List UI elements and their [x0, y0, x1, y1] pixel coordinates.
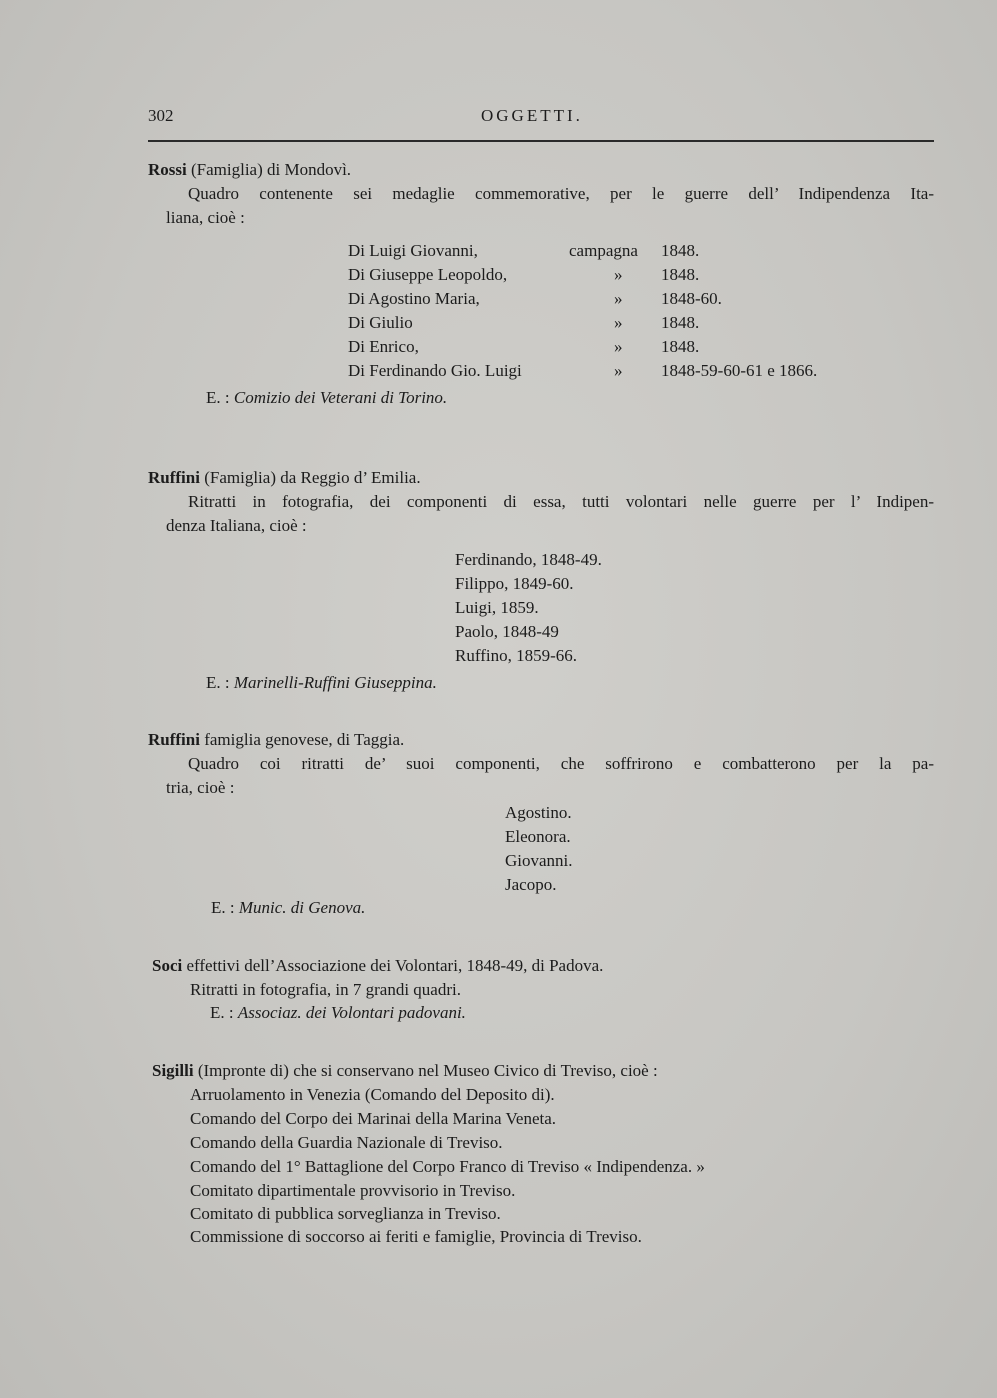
member-item: Paolo, 1848-49 [455, 622, 559, 641]
seal-item: Commissione di soccorso ai feriti e famiglie, Provincia di Treviso. [190, 1227, 642, 1246]
member-item: Giovanni. [505, 851, 573, 870]
entry-description-line: denza Italiana, cioè : [166, 516, 307, 535]
member-item: Eleonora. [505, 827, 571, 846]
source-name: Associaz. dei Volontari padovani. [237, 1003, 466, 1022]
entry-name: Rossi [148, 160, 187, 179]
medal-row-name: Di Giulio [348, 313, 413, 332]
entry-name: Ruffini [148, 468, 200, 487]
seal-item: Arruolamento in Venezia (Comando del Deposito di). [190, 1085, 555, 1104]
medal-row-mark: » [614, 289, 623, 308]
member-item: Jacopo. [505, 875, 557, 894]
entry-description-line [148, 490, 934, 514]
medal-row-years: 1848. [661, 265, 700, 284]
entry-name: Sigilli [152, 1061, 194, 1080]
member-item: Agostino. [505, 803, 572, 822]
entry-name: Ruffini [148, 730, 200, 749]
entry-heading-text: (Impronte di) che si conservano nel Museo Civico di Treviso, cioè : [193, 1061, 658, 1080]
medal-row-years: 1848-59-60-61 e 1866. [661, 361, 818, 380]
description-text: Quadro contenente sei medaglie commemorative, per le guerre dell’ Indipendenza Ita- [188, 184, 934, 203]
header-rule [148, 140, 934, 142]
source-prefix: E. : [211, 898, 239, 917]
entry-description-line [148, 182, 934, 206]
page-title: OGGETTI. [481, 106, 583, 125]
entry-heading-text: effettivi dell’Associazione dei Volontari, 1848-49, di Padova. [182, 956, 604, 975]
medal-row-years: 1848-60. [661, 289, 722, 308]
medal-row-name: Di Luigi Giovanni, [348, 241, 478, 260]
member-item: Ruffino, 1859-66. [455, 646, 577, 665]
entry-heading-sigilli [152, 1059, 658, 1083]
medal-row-mark: » [614, 265, 623, 284]
medal-row-name: Di Agostino Maria, [348, 289, 480, 308]
entry-heading-rossi [148, 158, 351, 182]
entry-heading-ruffini-taggia [148, 728, 404, 752]
medal-row-years: 1848. [661, 337, 700, 356]
medal-row-mark: » [614, 313, 623, 332]
medal-row-years: 1848. [661, 313, 700, 332]
medal-row-years: 1848. [661, 241, 700, 260]
entry-heading-soci [152, 954, 603, 978]
entry-description-line: tria, cioè : [166, 778, 235, 797]
entry-heading-text: (Famiglia) di Mondovì. [186, 160, 352, 179]
member-item: Filippo, 1849-60. [455, 574, 574, 593]
entry-source [206, 386, 447, 410]
source-name: Comizio dei Veterani di Torino. [233, 388, 448, 407]
entry-name: Soci [152, 956, 183, 975]
medal-row-name: Di Ferdinando Gio. Luigi [348, 361, 522, 380]
member-item: Luigi, 1859. [455, 598, 539, 617]
medal-row-mark: » [614, 337, 623, 356]
medal-row-name: Di Giuseppe Leopoldo, [348, 265, 508, 284]
source-name: Munic. di Genova. [238, 898, 366, 917]
entry-description-line: liana, cioè : [166, 208, 245, 227]
source-prefix: E. : [206, 673, 234, 692]
medal-row-mark: » [614, 361, 623, 380]
entry-description-line [148, 752, 934, 776]
entry-source [211, 896, 365, 920]
entry-source [206, 671, 437, 695]
medal-row-name: Di Enrico, [348, 337, 419, 356]
entry-heading-text: famiglia genovese, di Taggia. [199, 730, 405, 749]
description-text: Ritratti in fotografia, dei componenti di essa, tutti volontari nelle guerre per l’ Indipen- [188, 492, 934, 511]
description-text: Quadro coi ritratti de’ suoi componenti, che soffrirono e combatterono per la pa- [188, 754, 934, 773]
member-item: Ferdinando, 1848-49. [455, 550, 602, 569]
entry-heading-ruffini-reggio [148, 466, 421, 490]
seal-item: Comando del 1° Battaglione del Corpo Franco di Treviso « Indipendenza. » [190, 1157, 705, 1176]
seal-item: Comando del Corpo dei Marinai della Marina Veneta. [190, 1109, 557, 1128]
source-prefix: E. : [206, 388, 234, 407]
source-prefix: E. : [210, 1003, 238, 1022]
entry-description-line: Ritratti in fotografia, in 7 grandi quadri. [190, 980, 461, 999]
entry-heading-text: (Famiglia) da Reggio d’ Emilia. [199, 468, 421, 487]
medal-row-mark: campagna [569, 241, 638, 260]
source-name: Marinelli-Ruffini Giuseppina. [233, 673, 437, 692]
seal-item: Comitato di pubblica sorveglianza in Treviso. [190, 1204, 501, 1223]
page-number: 302 [148, 106, 174, 125]
seal-item: Comando della Guardia Nazionale di Treviso. [190, 1133, 503, 1152]
seal-item: Comitato dipartimentale provvisorio in Treviso. [190, 1181, 516, 1200]
entry-source [210, 1001, 466, 1025]
